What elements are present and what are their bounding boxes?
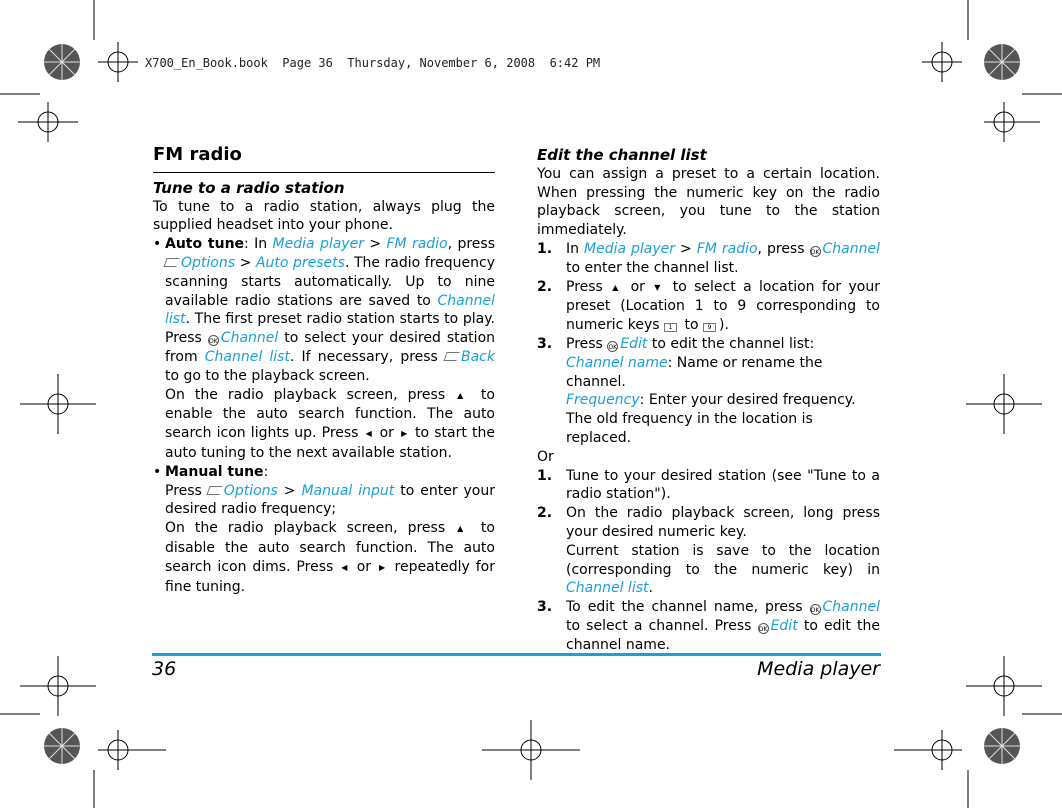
up-arrow-icon: ▲ [457,524,469,534]
left-column [153,146,495,596]
step-3: 3. Press OK Edit to edit the channel list: Channel name: Name or rename the channel. Frequency: Enter your desired frequency. The old frequency in the location is replaced. [537,335,856,446]
ok-key-icon: OK [208,335,219,346]
left-softkey-icon [206,486,222,495]
auto-presets-link: Auto presets [255,254,345,271]
left-arrow-icon: ◀ [341,562,349,572]
key-9-icon: 9 [703,323,716,332]
section-title: FM radio [153,144,242,165]
channel-name-link: Channel name [566,354,668,371]
auto-tune-item: • Auto tune: In Media player > FM radio, press Options > Auto presets. The radio frequency scanning starts automatically. Up to nine available radio stations are saved to Channel list. The first preset radio station starts to play. Press OK Channel to select your desired station from Channel list. If necessary, press Back to go to the playback screen. On the radio playback screen, press ▲ to enable the auto search function. The auto search icon lights up. Press ◀ or ▶ to start the auto tuning to the next available station. [153,235,495,463]
footer-section-title: Media player [757,658,880,680]
edit-channel-list-title: Edit the channel list [537,146,707,164]
right-softkey-icon [443,352,459,361]
alt-step-3: 3. To edit the channel name, press OK Channel to select a channel. Press OK Edit to edit the channel name. [537,599,880,653]
channel-list-link: Channel list [204,348,290,365]
channel-link: Channel [220,330,279,347]
manual-tune-label: Manual tune [165,463,264,480]
right-arrow-icon: ▶ [401,429,408,439]
auto-tune-label: Auto tune [165,236,245,253]
page-number: 36 [152,658,177,680]
edit-link: Edit [770,617,798,634]
subtitle: Tune to a radio station [153,178,345,197]
fm-radio-link: FM radio [696,240,758,257]
back-link: Back [461,348,495,365]
options-link: Options [223,482,278,499]
ok-key-icon: OK [810,604,821,615]
up-arrow-icon: ▲ [612,282,622,292]
media-player-link: Media player [272,236,364,253]
edit-intro: You can assign a preset to a certain location. When pressing the numeric key on the radio playback screen, you tune to the station immediately. [537,165,880,239]
right-column [537,146,880,655]
fm-radio-link: FM radio [386,236,448,253]
left-arrow-icon: ◀ [365,429,373,439]
alt-step-2: 2. On the radio playback screen, long press your desired numeric key. Current station is save to the location (corresponding to the numeric key) in Channel list. [537,505,880,597]
left-softkey-icon [163,258,179,267]
manual-input-link: Manual input [301,482,395,499]
channel-list-link: Channel list [566,580,649,597]
step-1: 1. In Media player > FM radio, press OK Channel to enter the channel list. [537,240,880,276]
ok-key-icon: OK [758,623,769,634]
options-link: Options [181,254,236,271]
ok-key-icon: OK [810,246,821,257]
ok-key-icon: OK [607,341,618,352]
or-text: Or [537,448,554,465]
frequency-link: Frequency [566,392,640,409]
key-1-icon: 1 [664,323,677,332]
edit-link: Edit [620,335,648,352]
down-arrow-icon: ▼ [654,282,664,292]
channel-list-link: Channel list [165,292,495,328]
up-arrow-icon: ▲ [457,390,469,400]
right-arrow-icon: ▶ [378,562,387,572]
channel-link: Channel [822,599,880,616]
title-rule [153,172,495,173]
media-player-link: Media player [584,240,676,257]
footer-rule [152,653,881,656]
step-2: 2. Press ▲ or ▼ to select a location for your preset (Location 1 to 9 corresponding to numeric keys 1 to 9 ). [537,278,880,334]
manual-tune-item: • Manual tune: Press Options > Manual input to enter your desired radio frequency; On the radio playback screen, press ▲ to disable the auto search function. The auto search icon dims. Press ◀ or ▶ repeatedly for fine tuning. [153,463,495,597]
intro-text: To tune to a radio station, always plug the supplied headset into your phone. [153,198,495,234]
channel-link: Channel [822,240,880,257]
alt-step-1: 1. Tune to your desired station (see "Tune to a radio station"). [537,467,880,503]
print-header: X700_En_Book.book Page 36 Thursday, November 6, 2008 6:42 PM [145,56,601,70]
